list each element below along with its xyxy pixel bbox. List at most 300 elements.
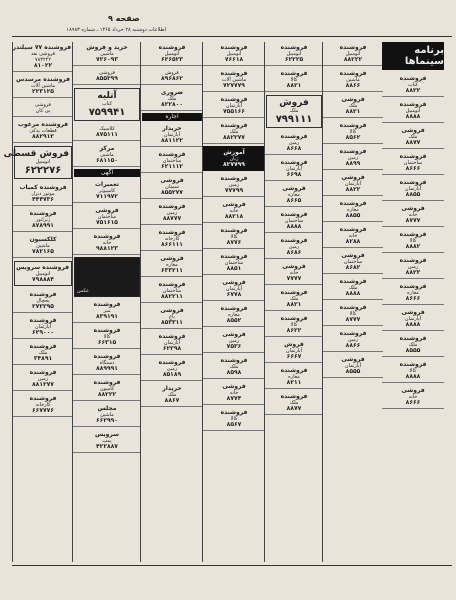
ad-line: خانه xyxy=(229,390,239,396)
ad-line: یخچال xyxy=(36,298,50,304)
classified-ad xyxy=(73,179,141,203)
classified-ad xyxy=(73,68,141,85)
ad-line: ملک xyxy=(408,134,418,140)
ad-title: فروشی xyxy=(341,356,365,363)
ad-line: مغازه xyxy=(407,290,419,296)
classified-ad xyxy=(382,333,444,357)
classified-ad xyxy=(323,328,383,352)
ad-title: فروشنده xyxy=(399,231,427,238)
ad-title: فروشی xyxy=(95,207,119,214)
ad-phone: ۶۷۷۸ xyxy=(226,291,242,298)
ad-title: فروشنده xyxy=(220,122,248,129)
ad-phone: ۸۸۲۲۱۱ xyxy=(161,293,183,300)
ad-title: فروشنده xyxy=(339,330,367,337)
ad-title: فروشنده xyxy=(399,101,427,108)
ad-title: فروشنده xyxy=(280,211,308,218)
ad-line: کتاب xyxy=(101,101,113,107)
classified-ad xyxy=(203,381,265,405)
ad-line: خانه xyxy=(102,240,112,246)
ad-phone: ۷۵۹۹۴۱ xyxy=(88,107,126,118)
classified-ad xyxy=(265,68,323,92)
ad-phone: ۸۷۵۱۱۱ xyxy=(96,131,118,138)
classified-ad xyxy=(323,42,383,66)
ad-title: فروشی xyxy=(282,263,306,270)
classified-ad xyxy=(141,149,203,173)
classified-ad xyxy=(265,131,323,155)
classified-ad xyxy=(13,289,73,313)
ad-title: فروشنده xyxy=(29,369,57,376)
classified-ad xyxy=(203,277,265,301)
ad-title: فروش قسطی xyxy=(3,149,69,159)
ad-line: ماشین xyxy=(36,243,50,249)
ad-line: ملک xyxy=(229,129,239,135)
ad-title: فروشنده xyxy=(220,175,248,182)
ad-phone: ۸۸۲۹۱۲ xyxy=(32,133,54,140)
ad-line: سیمان xyxy=(165,184,179,190)
classified-ad xyxy=(323,354,383,378)
ad-title: فروشنده xyxy=(29,343,57,350)
ad-phone: ۸۸۲۲۷۷ xyxy=(223,134,245,141)
ad-phone: ۷۷۷۷ xyxy=(286,275,302,282)
classified-ad xyxy=(382,73,444,97)
ad-phone: ۶۲۱۱۱۲ xyxy=(161,163,183,170)
ad-line: زمین xyxy=(228,182,240,188)
ad-line: آپارتمان xyxy=(344,363,362,369)
ad-column-7 xyxy=(382,42,444,562)
ad-phone: ۸۵۵۲۹۹ xyxy=(96,75,118,82)
ad-line: کالا xyxy=(409,368,417,374)
ad-line: اتومبیل xyxy=(345,51,361,57)
ad-title: فروشنده xyxy=(158,44,186,51)
classified-ad xyxy=(203,225,265,249)
ad-title: مجلس xyxy=(97,405,117,412)
ad-title: فروشنده xyxy=(220,96,248,103)
ad-title: فروشی xyxy=(160,177,184,184)
classified-ad xyxy=(265,339,323,363)
ad-phone: ۷۵۱۶۱۵ xyxy=(96,219,118,226)
ad-phone: ۸۸۸۸ xyxy=(405,113,421,120)
ad-title: فروشنده مرسدس xyxy=(16,76,70,83)
ad-line: ۷۸۳۲۲۲ xyxy=(34,57,52,63)
classified-ad xyxy=(13,119,73,143)
classified-ad xyxy=(203,42,265,66)
ad-phone: ۸۲۷۷۹۹ xyxy=(223,161,245,168)
ad-title: کلکسیون xyxy=(29,236,57,243)
ad-line: کالا xyxy=(103,334,111,340)
classified-ad xyxy=(203,199,265,223)
ad-line: مغازه xyxy=(166,262,178,268)
ad-phone: ۸۸۶۶ xyxy=(345,82,361,89)
classified-ad xyxy=(382,177,444,201)
ad-phone: ۶۲۶۵۲۳ xyxy=(161,56,183,63)
ad-line: ملک xyxy=(289,400,299,406)
ad-line: ملک xyxy=(167,392,177,398)
ad-phone: ۷۱۱۹۷۲ xyxy=(96,193,118,200)
ad-title: فروشنده xyxy=(158,359,186,366)
classified-ad xyxy=(203,120,265,144)
ad-line: آپارتمان xyxy=(163,132,181,138)
ad-title: خریدار xyxy=(162,385,182,392)
ad-title: فروش xyxy=(279,98,309,108)
classified-ad xyxy=(13,234,73,258)
classified-ad xyxy=(382,151,444,175)
classified-ad xyxy=(203,94,265,118)
classified-ad xyxy=(265,235,323,259)
ad-phone: ۸۸۲۲ xyxy=(405,87,421,94)
classified-ad xyxy=(141,87,203,111)
classified-ad xyxy=(73,231,141,255)
ad-phone: ۶۲۲۲۷۶ xyxy=(24,165,62,176)
ad-line: ماشین xyxy=(100,51,114,57)
ad-title: فروشنده xyxy=(399,361,427,368)
ad-phone: ۸۸۸۲ xyxy=(405,243,421,250)
ad-title: فروش xyxy=(284,341,304,348)
ad-line: قطعات یدکی xyxy=(29,128,57,134)
classified-ad xyxy=(14,261,72,286)
ad-phone: ۶۲۲۹۸ xyxy=(162,345,182,352)
ad-phone: ۸۷۷۴ xyxy=(226,395,242,402)
ad-phone: ۴۴۴۷۳۶ xyxy=(32,196,54,203)
ad-title: فروشنده xyxy=(158,333,186,340)
ad-line: ساختمان xyxy=(162,158,182,164)
ad-title: فروشنده xyxy=(280,393,308,400)
ad-title: فروشنده xyxy=(93,327,121,334)
ad-phone: ۶۶۳۱۵ xyxy=(97,339,117,346)
ad-title: فروشنده xyxy=(93,233,121,240)
ad-line: موتور دیزل xyxy=(31,191,55,197)
ad-line: زمین xyxy=(407,264,419,270)
ad-title: فروشنده xyxy=(158,281,186,288)
ad-line: زمین xyxy=(37,376,49,382)
classified-ad xyxy=(3,146,72,179)
ad-phone: ۸۵۵۵ xyxy=(405,347,421,354)
ad-title: فروشنده xyxy=(339,122,367,129)
section-band: آگهی xyxy=(74,169,140,177)
ad-phone: ۸۵۶۷ xyxy=(226,421,242,428)
ad-phone: ۸۲۱۱ xyxy=(286,379,302,386)
classified-ad xyxy=(265,42,323,66)
ad-line: ماشین xyxy=(100,412,114,418)
ad-phone: ۸۲۸۸ xyxy=(345,238,361,245)
ad-line: زمین xyxy=(166,366,178,372)
ad-phone: ۷۸۲۱۶۵ xyxy=(32,248,54,255)
ad-title: فروشی xyxy=(401,309,425,316)
ad-title: فروشنده xyxy=(399,283,427,290)
ad-title: فروشی xyxy=(222,331,246,338)
ad-line: خانه xyxy=(408,212,418,218)
ad-phone: ۸۸۶۷ xyxy=(164,397,180,404)
classified-ad xyxy=(13,315,73,339)
ad-title: فروشنده xyxy=(399,335,427,342)
ad-line: زمین xyxy=(347,337,359,343)
classified-ad xyxy=(141,253,203,277)
ad-phone: ۸۶۶۶ xyxy=(405,399,421,406)
classified-ad xyxy=(323,302,383,326)
ad-title: سرویس xyxy=(94,431,120,438)
classified-ad xyxy=(141,305,203,329)
ad-line: کالا xyxy=(409,238,417,244)
ad-line: ملک xyxy=(348,285,358,291)
photo-ad xyxy=(74,257,140,297)
ad-phone: ۸۸۲۱ xyxy=(345,108,361,115)
ad-columns xyxy=(3,42,452,562)
classified-ad xyxy=(266,95,322,128)
ad-line: اتومبیل xyxy=(226,51,242,57)
ad-line: ساختمان xyxy=(97,214,117,220)
ad-phone: ۸۵۶۲ xyxy=(345,134,361,141)
ad-line: خانه xyxy=(408,394,418,400)
ad-column-3 xyxy=(140,42,203,562)
ad-line: کالا xyxy=(290,77,298,83)
ad-title: فروشی xyxy=(401,205,425,212)
classified-ad xyxy=(141,357,203,381)
page-number: صفحه ۹ xyxy=(108,14,140,23)
ad-line: کتاب xyxy=(407,82,419,88)
ad-line: ماشین آلات xyxy=(30,83,56,89)
ad-title: مرکز xyxy=(99,145,115,152)
ad-title: فروشنده xyxy=(339,226,367,233)
ad-title: فروشی xyxy=(222,279,246,286)
classified-ad xyxy=(73,205,141,229)
ad-title: فروشنده xyxy=(93,353,121,360)
ad-phone: ۶۲۲۲۵ xyxy=(284,56,304,63)
classified-ad xyxy=(141,201,203,225)
ad-phone: ۸۸۲۱ xyxy=(286,82,302,89)
ad-line: اتومبیل xyxy=(405,108,421,114)
ad-title: فروشنده xyxy=(339,44,367,51)
ad-phone: ۸۸۲۱ xyxy=(286,301,302,308)
ad-phone: ۸۸۸۸ xyxy=(405,373,421,380)
ad-line: ژنراتور xyxy=(35,217,51,223)
ad-phone: ۴۲۲۸۸۷ xyxy=(96,443,118,450)
ad-title: فروشنده xyxy=(339,278,367,285)
ad-phone: ۸۶۲۲ xyxy=(286,327,302,334)
ad-line: ملک xyxy=(229,364,239,370)
classified-ad xyxy=(265,391,323,415)
classified-ad xyxy=(141,42,203,66)
classified-ad xyxy=(13,208,73,232)
ad-line: پمپ xyxy=(102,438,112,444)
classified-ad xyxy=(265,287,323,311)
classified-ad xyxy=(323,250,383,274)
ad-phone: ۷۶۶۱۸ xyxy=(224,56,244,63)
ad-phone: ۷۷۷۹۹ xyxy=(224,187,244,194)
classified-ad xyxy=(323,172,383,196)
ad-line: خانه xyxy=(229,208,239,214)
page-header xyxy=(12,10,452,37)
ad-title: فروشنده ۷۷ سیلندر xyxy=(12,44,71,51)
ad-phone: ۷۲۶۰۹۳ xyxy=(96,56,118,63)
ad-phone: ۸۸۱۲۷۷ xyxy=(32,381,54,388)
ad-title: فروشنده xyxy=(220,44,248,51)
ad-phone: ۸۸۷۷ xyxy=(405,139,421,146)
ad-line: ماشین xyxy=(346,77,360,83)
ad-column-6 xyxy=(322,42,383,562)
ad-title: فروشی xyxy=(401,127,425,134)
classified-ad xyxy=(382,255,444,279)
ad-line: کلاسیک xyxy=(99,126,115,132)
ad-phone: ۸۸۸۸ xyxy=(286,223,302,230)
ad-line: ملک xyxy=(167,96,177,102)
classified-ad xyxy=(265,313,323,337)
ad-line: زمین xyxy=(166,210,178,216)
ad-title: فروشنده xyxy=(399,153,427,160)
ad-line: ساختمان xyxy=(224,260,244,266)
ad-line: اتومبیل xyxy=(35,159,51,165)
ad-title: آموزش xyxy=(223,149,245,156)
ad-phone: ۷۲۷۷۷۹ xyxy=(223,82,245,89)
ad-title: فروشنده سرویس xyxy=(16,264,69,271)
classified-ad xyxy=(73,351,141,375)
section-band: اجاره xyxy=(142,113,202,121)
ad-title: فروشی xyxy=(341,252,365,259)
classified-ad xyxy=(13,393,73,417)
ad-title: فروشنده xyxy=(339,200,367,207)
ad-line: فروشی xyxy=(35,102,51,108)
ad-phone: ۸۸۵۱ xyxy=(226,265,242,272)
ad-phone: ۸۸۲۲۲ xyxy=(97,391,117,398)
ad-title: فروشی xyxy=(401,387,425,394)
ad-title: فروشنده xyxy=(93,379,121,386)
classified-ad xyxy=(203,173,265,197)
ad-title: فروشنده xyxy=(399,179,427,186)
ad-line: کالا xyxy=(349,311,357,317)
classified-ad xyxy=(141,331,203,355)
ad-phone: ۸۷۷۶ xyxy=(226,239,242,246)
ad-title: فروشی xyxy=(160,255,184,262)
classified-ad xyxy=(13,100,73,117)
ad-line: خانه xyxy=(348,233,358,239)
ad-phone: ۸۸۶۶ xyxy=(345,342,361,349)
ad-line: ملک xyxy=(38,350,48,356)
classified-ad xyxy=(382,281,444,305)
ad-title: فروشنده کمیاب xyxy=(19,184,67,191)
ad-line: کالا xyxy=(349,129,357,135)
ad-line: ماشین آلات xyxy=(221,77,247,83)
ad-line: اتومبیل xyxy=(164,51,180,57)
classified-ad xyxy=(74,88,140,121)
ad-line: زمین xyxy=(347,155,359,161)
ad-phone: ۸۸۲۲ xyxy=(405,269,421,276)
ad-title: فروشنده xyxy=(29,291,57,298)
classified-ad xyxy=(382,229,444,253)
ad-phone: ۲۲۳۱۲۵ xyxy=(32,88,54,95)
ad-phone: ۸۸۸۸ xyxy=(345,290,361,297)
ad-phone: ۸۵۱۸۹ xyxy=(162,371,182,378)
classified-ad xyxy=(265,157,323,181)
ad-line: ساختمان xyxy=(162,288,182,294)
classified-ad xyxy=(323,276,383,300)
ad-title: فروشنده xyxy=(158,151,186,158)
classified-ad xyxy=(141,68,203,85)
ad-phone: ۷۵۵۱۶۶ xyxy=(223,108,245,115)
ad-line: آپارتمان xyxy=(225,103,243,109)
ad-title: فروشنده xyxy=(280,237,308,244)
ad-line: کالا xyxy=(230,234,238,240)
ad-line: کالا xyxy=(230,416,238,422)
ad-line: ماشین xyxy=(100,152,114,158)
classified-ad xyxy=(203,146,265,171)
ad-title: فروشی xyxy=(222,201,246,208)
classified-ad xyxy=(13,367,73,391)
ad-phone: ۸۸۹۹۹۱ xyxy=(96,365,118,372)
classified-ad xyxy=(73,143,141,167)
ad-title: فروشنده xyxy=(399,75,427,82)
ad-title: فروشنده xyxy=(158,229,186,236)
ad-title: فروشنده xyxy=(220,70,248,77)
classified-ad xyxy=(13,74,73,98)
classified-ad xyxy=(73,299,141,323)
ad-title: فروشنده xyxy=(280,289,308,296)
ad-line: کامیون xyxy=(99,386,115,392)
classified-ad xyxy=(323,146,383,170)
ad-phone: ۸۸۷۷ xyxy=(286,405,302,412)
classified-ad xyxy=(382,203,444,227)
ad-title: فروشنده xyxy=(220,253,248,260)
ad-line: فروش xyxy=(165,70,179,76)
ad-title: فروشنده xyxy=(220,305,248,312)
ad-column-5 xyxy=(264,42,323,562)
footer-rule xyxy=(12,565,452,566)
ad-phone: ۸۶۶۶ xyxy=(405,295,421,302)
ad-line: آپارتمان xyxy=(285,166,303,172)
classified-ad xyxy=(73,325,141,349)
classified-ad xyxy=(203,251,265,275)
ad-title: فروشنده xyxy=(280,70,308,77)
ad-phone: ۳۴۸۹۱ xyxy=(33,355,53,362)
ad-title: خریدار xyxy=(162,125,182,132)
classified-ad xyxy=(382,307,444,331)
ad-line: کالا xyxy=(290,322,298,328)
ad-title: فروشی xyxy=(282,185,306,192)
ad-phone: ۸۶۶۶ xyxy=(405,165,421,172)
ad-phone: ۸۸۵۵ xyxy=(405,191,421,198)
classified-ad xyxy=(13,42,73,72)
ad-column-4 xyxy=(202,42,265,562)
classified-ad xyxy=(13,182,73,206)
ad-phone: ۸۸۷۷۷ xyxy=(162,215,182,222)
ad-title: فروشنده xyxy=(29,395,57,402)
ad-title: فروشنده xyxy=(29,210,57,217)
ad-title: فروشنده xyxy=(93,301,121,308)
ad-line: ملک xyxy=(348,103,358,109)
ad-phone: ۸۸۱۱۲۲ xyxy=(161,137,183,144)
classified-ad xyxy=(73,124,141,141)
ad-phone: ۶۸۱۱۵۰ xyxy=(96,157,118,164)
ad-title: فروشنده xyxy=(220,357,248,364)
ad-title: فروشنده xyxy=(339,70,367,77)
ad-line: آپارتمان xyxy=(34,324,52,330)
ad-column-2 xyxy=(72,42,141,562)
classified-ad xyxy=(265,183,323,207)
ad-phone: ۷۵۳۶ xyxy=(226,343,242,350)
ad-title: ضروری xyxy=(160,89,184,96)
classified-ad xyxy=(73,403,141,427)
ad-line: ملک xyxy=(408,342,418,348)
classified-ad xyxy=(382,99,444,123)
ad-phone: ۸۶۸۶ xyxy=(286,249,302,256)
ad-title: فروشنده xyxy=(399,257,427,264)
ad-line: آپارتمان xyxy=(344,181,362,187)
ad-line: زمین xyxy=(288,244,300,250)
ad-line: زبان xyxy=(229,156,239,162)
classified-ad xyxy=(73,42,141,66)
ad-title: فروشی xyxy=(222,383,246,390)
ad-phone: ۹۸۸۱۲۳ xyxy=(96,245,118,252)
ad-phone: ۸۸۸۸ xyxy=(405,321,421,328)
ad-line: آپارتمان xyxy=(404,316,422,322)
ad-phone: ۶۳۳۲۱۱ xyxy=(161,267,183,274)
